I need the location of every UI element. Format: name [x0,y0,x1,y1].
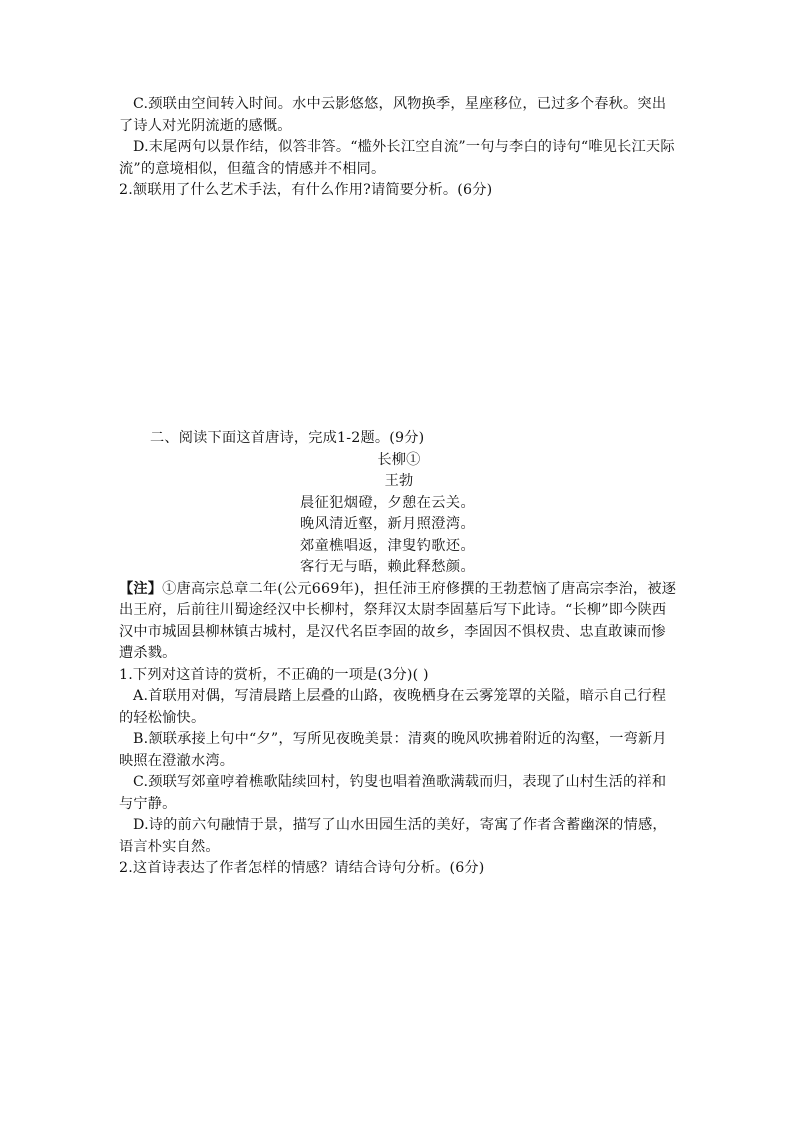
poem [119,450,679,579]
poem-author: 王勃 [384,473,414,489]
poem-line: 郊童樵唱返，津叟钓歌还。 [300,537,476,554]
option-c-text: C.颈联写郊童哼着樵歌陆续回村，钓叟也唱着渔歌满载而归，表现了山村生活的祥和与宁静。 [119,774,667,812]
option-b-text: B.颔联承接上句中“夕”，写所见夜晚美景：清爽的晚风吹拂着附近的沟壑，一弯新月映照在澄澈水湾。 [119,731,667,769]
question-2-text: 2.这首诗表达了作者怎样的情感？请结合诗句分析。(6分) [119,860,485,876]
previous-question-block [119,94,679,202]
section-two-block [119,428,679,880]
poem-note [119,579,679,665]
poem-line: 晨征犯烟磴，夕憩在云关。 [300,494,476,511]
poem-line: 晚风清近壑，新月照澄湾。 [300,516,476,532]
option-c-text: C.颈联由空间转入时间。水中云影悠悠，风物换季，星座移位，已过多个春秋。突出了诗人对光阴流逝的感慨。 [119,96,667,134]
note-text: ①唐高宗总章二年(公元669年)，担任沛王府修撰的王勃惹恼了唐高宗李治，被逐出王府，后前往川蜀途经汉中长柳村，祭拜汉太尉李固墓后写下此诗。“长柳”即今陕西汉中市城固县柳林镇古城村，是汉代名臣李固的故乡，李固因不惧权贵、忠直敢谏而惨遭杀戮。 [119,580,677,661]
question-2-text: 2.颔联用了什么艺术手法，有什么作用?请简要分析。(6分) [119,182,493,198]
option-a-text: A.首联用对偶，写清晨踏上层叠的山路，夜晚栖身在云雾笼罩的关隘，暗示自己行程的轻松愉快。 [119,688,667,726]
poem-line: 客行无与晤，赖此释愁颜。 [300,559,476,575]
poem-title: 长柳① [377,451,421,468]
note-label: 【注】 [119,580,163,597]
option-d-text: D.末尾两句以景作结，似答非答。“槛外长江空自流”一句与李白的诗句“唯见长江天际流”的意境相似，但蕴含的情感并不相同。 [119,139,675,177]
question-1-text: 1.下列对这首诗的赏析，不正确的一项是(3分)( ) [119,666,429,683]
section-heading: 二、阅读下面这首唐诗，完成1-2题。(9分) [150,430,425,446]
option-d-text: D.诗的前六句融情于景，描写了山水田园生活的美好，寄寓了作者含蓄幽深的情感，语言朴实自然。 [119,817,667,855]
